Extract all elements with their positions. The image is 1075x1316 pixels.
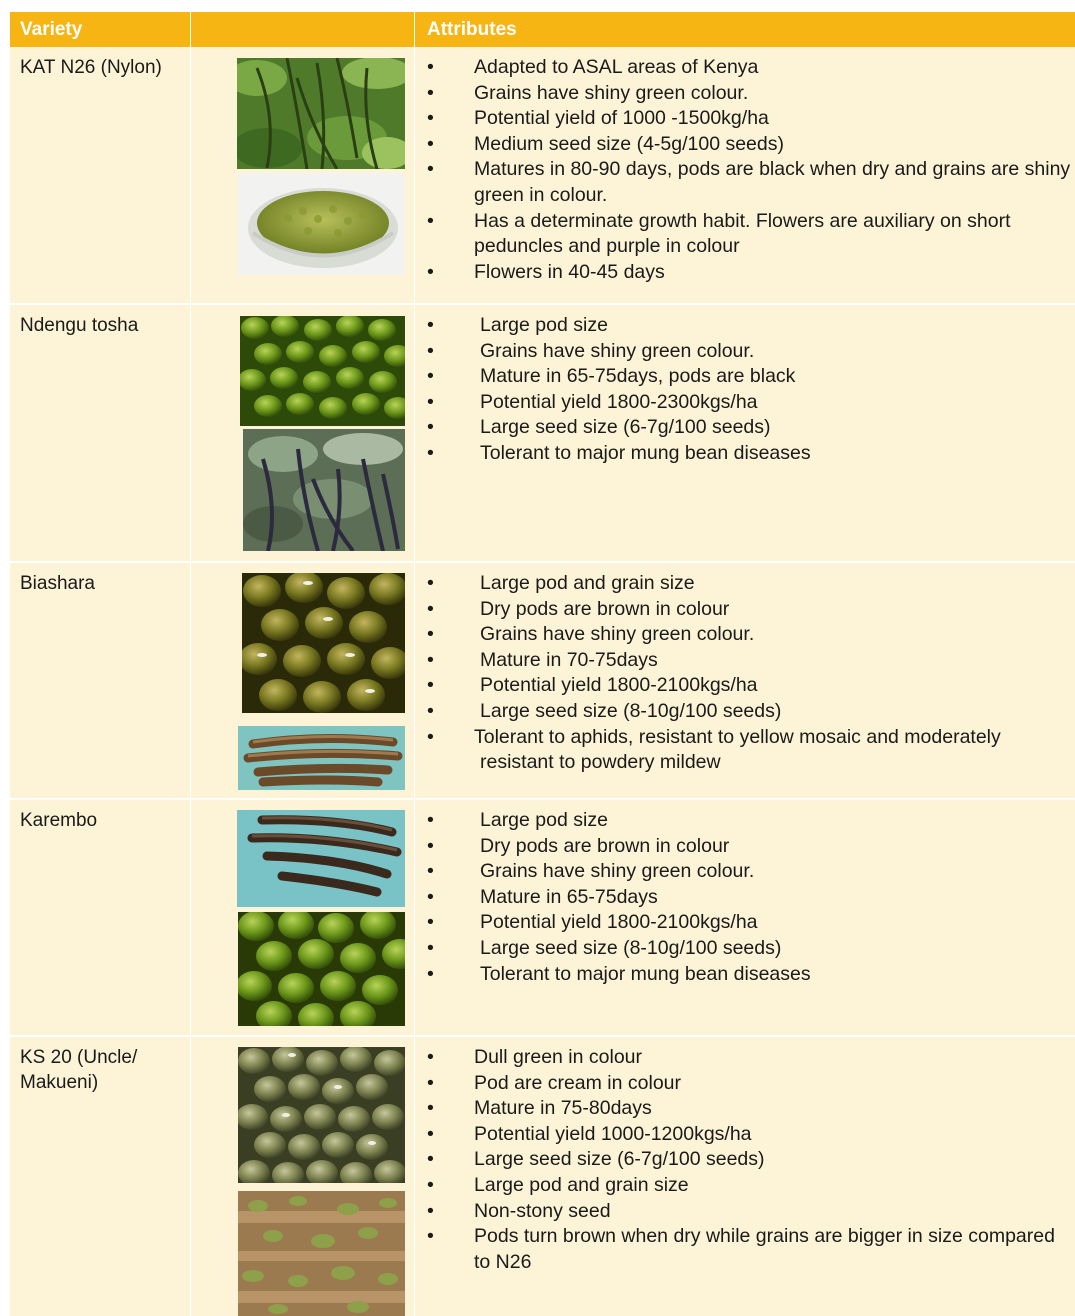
attributes-list <box>424 571 1074 776</box>
list-item: • Large seed size (8-10g/100 seeds) <box>424 936 1074 962</box>
list-item: • Large seed size (8-10g/100 seeds) <box>424 699 1074 725</box>
list-item: • Grains have shiny green colour. <box>424 81 1074 107</box>
list-item: • Has a determinate growth habit. Flowers are auxiliary on short peduncles and purple in colour <box>424 209 1074 260</box>
header-variety: Variety <box>20 19 83 40</box>
list-item: • Mature in 70-75days <box>424 648 1074 674</box>
pods-photo <box>238 726 405 790</box>
grain-photo <box>240 316 405 426</box>
list-item: • Potential yield 1000-1200kgs/ha <box>424 1122 1074 1148</box>
list-item: • Potential yield 1800-2300kgs/ha <box>424 390 1074 416</box>
list-item: • Flowers in 40-45 days <box>424 260 1074 286</box>
attributes-list <box>424 313 1074 467</box>
variety-name: Karembo <box>20 810 98 831</box>
list-item: • Tolerant to major mung bean diseases <box>424 441 1074 467</box>
grain-photo <box>242 573 405 713</box>
grain-photo <box>238 912 405 1026</box>
table-row <box>10 563 1075 800</box>
list-item: • Tolerant to aphids, resistant to yellow mosaic and moderately resistant to powdery mildew <box>424 725 1074 776</box>
list-item: • Large pod size <box>424 808 1074 834</box>
header-attributes: Attributes <box>414 12 1075 47</box>
list-item: • Mature in 75-80days <box>424 1096 1074 1122</box>
list-item: • Large seed size (6-7g/100 seeds) <box>424 1147 1074 1173</box>
list-item: • Tolerant to major mung bean diseases <box>424 962 1074 988</box>
table-row <box>10 800 1075 1037</box>
list-item: • Matures in 80-90 days, pods are black when dry and grains are shiny green in colour. <box>424 157 1074 208</box>
list-item: • Medium seed size (4-5g/100 seeds) <box>424 132 1074 158</box>
plant-photo <box>243 429 405 551</box>
table-row <box>10 47 1075 305</box>
field-photo <box>238 1191 405 1316</box>
variety-name: Ndengu tosha <box>20 315 139 336</box>
list-item: • Large pod size <box>424 313 1074 339</box>
list-item: • Mature in 65-75days, pods are black <box>424 364 1074 390</box>
list-item: • Pods turn brown when dry while grains are bigger in size compared to N26 <box>424 1224 1074 1275</box>
variety-name: Biashara <box>20 573 95 594</box>
header-image <box>190 12 414 47</box>
table-row <box>10 305 1075 563</box>
list-item: • Pod are cream in colour <box>424 1071 1074 1097</box>
list-item: • Potential yield 1800-2100kgs/ha <box>424 673 1074 699</box>
seed-bowl-photo <box>238 173 405 275</box>
list-item: • Large pod and grain size <box>424 571 1074 597</box>
list-item: • Grains have shiny green colour. <box>424 339 1074 365</box>
attributes-list <box>424 808 1074 987</box>
plant-photo <box>237 58 405 169</box>
list-item: • Large seed size (6-7g/100 seeds) <box>424 415 1074 441</box>
list-item: • Dry pods are brown in colour <box>424 597 1074 623</box>
list-item: • Non-stony seed <box>424 1199 1074 1225</box>
list-item: • Dry pods are brown in colour <box>424 834 1074 860</box>
list-item: • Potential yield 1800-2100kgs/ha <box>424 910 1074 936</box>
list-item: • Grains have shiny green colour. <box>424 622 1074 648</box>
list-item: • Grains have shiny green colour. <box>424 859 1074 885</box>
variety-name: KS 20 (Uncle/ Makueni) <box>20 1047 138 1093</box>
table-row <box>10 1037 1075 1316</box>
attributes-list <box>424 55 1074 285</box>
pods-photo <box>237 810 405 907</box>
list-item: • Potential yield of 1000 -1500kg/ha <box>424 106 1074 132</box>
table-header <box>10 12 1075 47</box>
list-item: • Mature in 65-75days <box>424 885 1074 911</box>
list-item: • Adapted to ASAL areas of Kenya <box>424 55 1074 81</box>
list-item: • Dull green in colour <box>424 1045 1074 1071</box>
grain-photo <box>238 1047 405 1183</box>
variety-name: KAT N26 (Nylon) <box>20 57 162 78</box>
attributes-list <box>424 1045 1074 1275</box>
list-item: • Large pod and grain size <box>424 1173 1074 1199</box>
